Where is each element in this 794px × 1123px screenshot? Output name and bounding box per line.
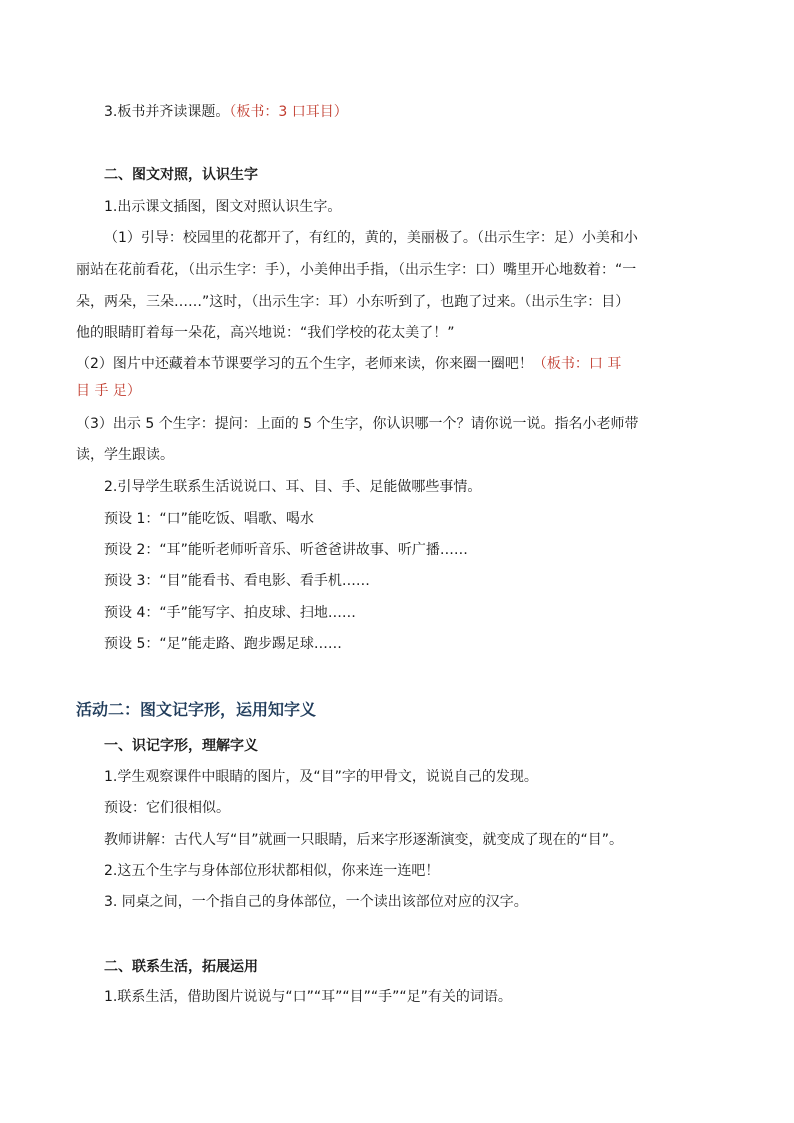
section2-p4: 2.引导学生联系生活说说口、耳、目、手、足能做哪些事情。 <box>104 479 482 495</box>
section2-p2-text: （2）图片中还藏着本节课要学习的五个生字，老师来读，你来圈一圈吧！ <box>76 356 533 372</box>
guide-line-1: （1）引导：校园里的花都开了，有红的，黄的，美丽极了。（出示生字：足）小美和小 <box>104 230 638 246</box>
step3-board-note: （板书：3 口耳目） <box>229 104 348 120</box>
section2-p2-board-b: 目 手 足） <box>76 383 141 399</box>
section2-p3-b: 读，学生跟读。 <box>76 447 174 463</box>
activity2-l6: 1.联系生活，借助图片说说与“口”“耳”“目”“手”“足”有关的词语。 <box>104 989 512 1005</box>
preset-1: 预设 1：“口”能吃饭、唱歌、喝水 <box>104 511 314 527</box>
guide-line-2: 丽站在花前看花，（出示生字：手），小美伸出手指，（出示生字：口）嘴里开心地数着：“一 <box>76 262 637 278</box>
activity2-sub1: 一、识记字形，理解字义 <box>104 738 258 754</box>
activity2-l5: 3. 同桌之间，一个指自己的身体部位，一个读出该部位对应的汉字。 <box>104 894 528 910</box>
guide-line-4: 他的眼睛盯着每一朵花，高兴地说：“我们学校的花太美了！” <box>76 325 455 341</box>
section2-p3-a: （3）出示 5 个生字：提问：上面的 5 个生字，你认识哪一个？请你说一说。指名小老师带 <box>76 416 639 432</box>
activity2-heading: 活动二：图文记字形，运用知字义 <box>76 700 317 719</box>
section2-heading: 二、图文对照，认识生字 <box>104 167 258 183</box>
preset-2: 预设 2：“耳”能听老师听音乐、听爸爸讲故事、听广播…… <box>104 542 468 558</box>
activity2-sub2: 二、联系生活，拓展运用 <box>104 959 258 975</box>
preset-5: 预设 5：“足”能走路、跑步踢足球…… <box>104 636 342 652</box>
section2-p2-line <box>76 353 621 375</box>
preset-3: 预设 3：“目”能看书、看电影、看手机…… <box>104 573 370 589</box>
activity2-l3: 教师讲解：古代人写“目”就画一只眼睛，后来字形逐渐演变，就变成了现在的“目”。 <box>104 832 624 848</box>
step3-text: 3.板书并齐读课题。 <box>104 104 230 120</box>
section2-p1: 1.出示课文插图，图文对照认识生字。 <box>104 199 342 215</box>
guide-line-3: 朵，两朵，三朵……”这时，（出示生字：耳）小东听到了，也跑了过来。（出示生字：目） <box>76 294 630 310</box>
step3-line <box>104 101 348 123</box>
preset-4: 预设 4：“手”能写字、拍皮球、扫地…… <box>104 605 356 621</box>
activity2-l2: 预设：它们很相似。 <box>104 800 230 816</box>
activity2-l1: 1.学生观察课件中眼睛的图片，及“目”字的甲骨文，说说自己的发现。 <box>104 769 538 785</box>
activity2-l4: 2.这五个生字与身体部位形状都相似，你来连一连吧！ <box>104 863 440 879</box>
section2-p2-board-a: （板书：口 耳 <box>532 356 622 372</box>
